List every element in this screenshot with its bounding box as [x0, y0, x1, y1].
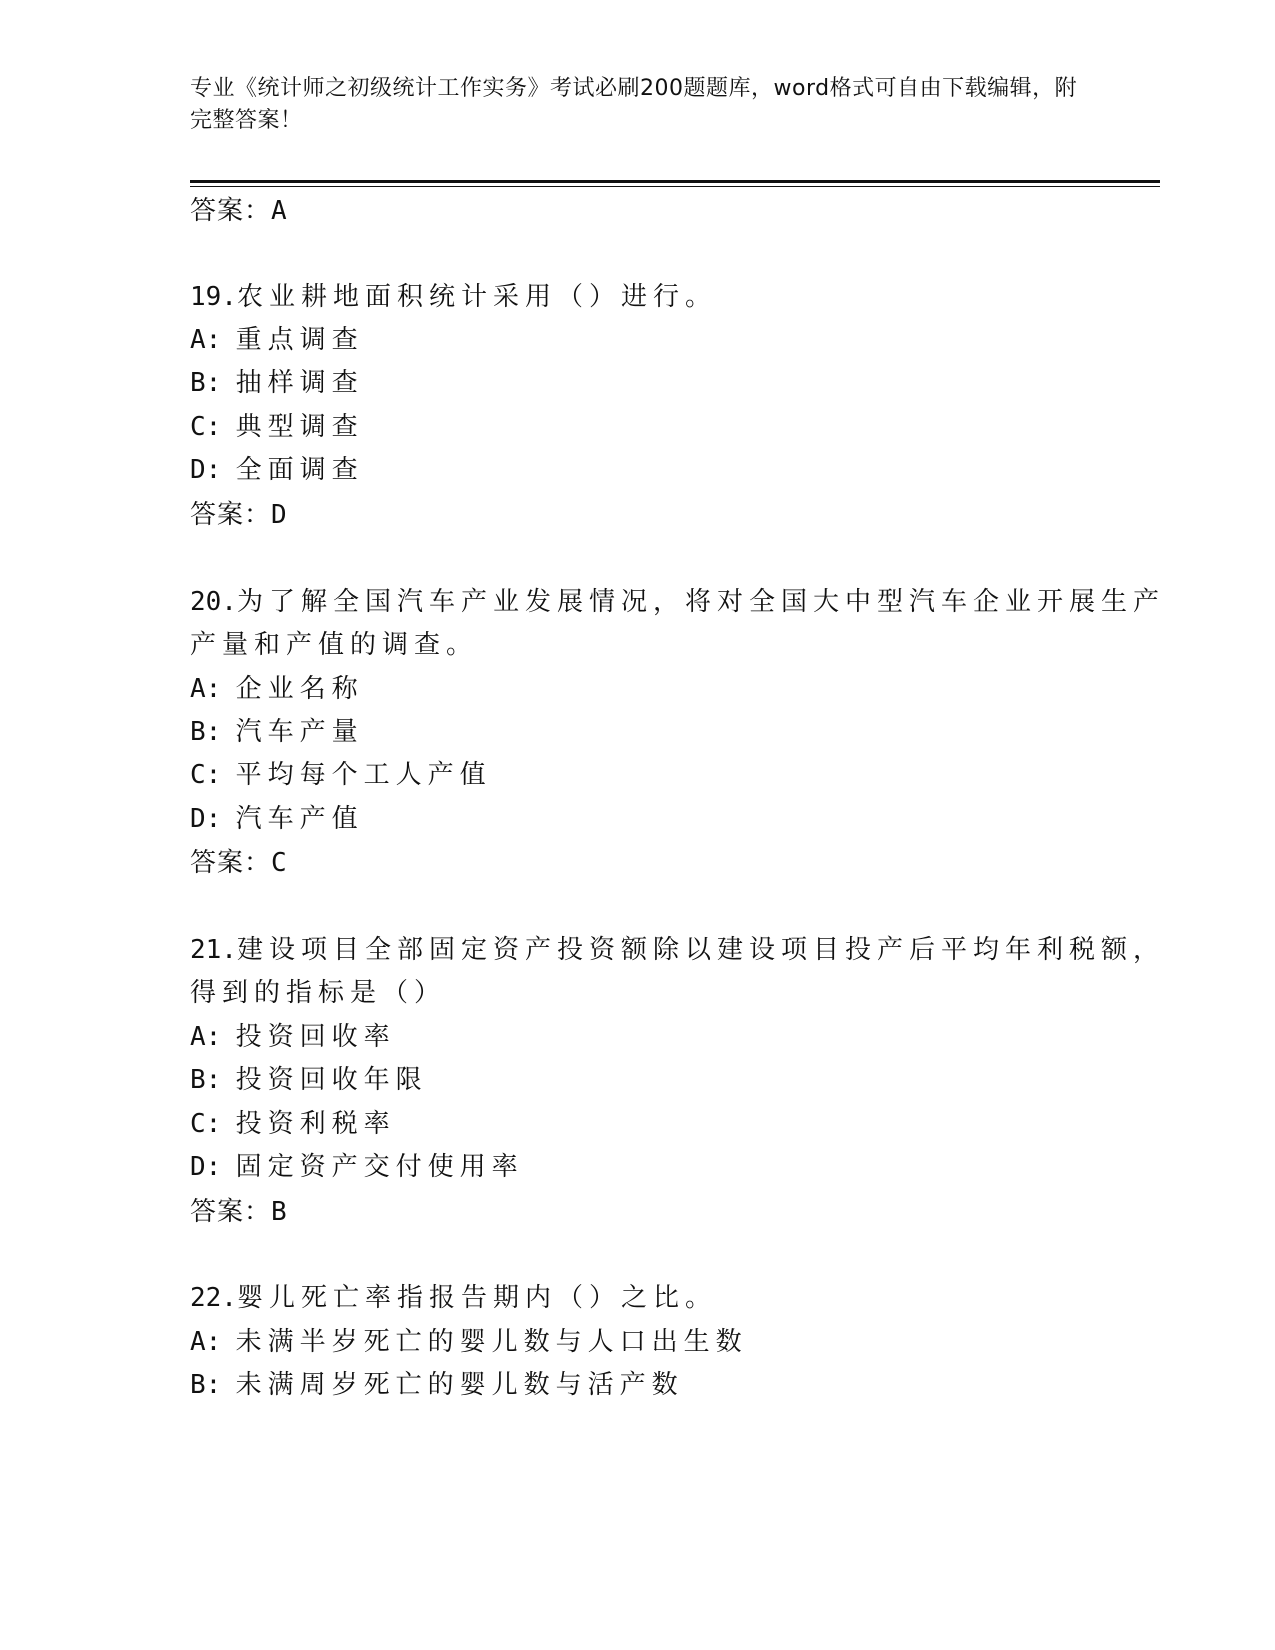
option-prefix: A: — [190, 1327, 222, 1357]
option-prefix: B: — [190, 1065, 222, 1095]
header-divider-thin — [190, 186, 1160, 187]
option-text: 投资回收年限 — [235, 1065, 428, 1095]
option-text: 汽车产值 — [235, 804, 364, 834]
option-text: 未满半岁死亡的婴儿数与人口出生数 — [235, 1327, 748, 1357]
answer-label: 答案： — [190, 196, 272, 226]
answer-19 — [190, 498, 288, 532]
option-text: 汽车产量 — [235, 717, 364, 747]
answer-18 — [190, 194, 288, 228]
option-prefix: D: — [190, 804, 222, 834]
header-divider-thick — [190, 180, 1160, 183]
option-prefix: D: — [190, 455, 222, 485]
question-20-option-c — [190, 758, 492, 792]
option-prefix: A: — [190, 1022, 222, 1052]
option-text: 全面调查 — [235, 455, 364, 485]
answer-label: 答案： — [190, 500, 272, 530]
option-prefix: C: — [190, 412, 222, 442]
option-prefix: B: — [190, 368, 222, 398]
question-text: 产量和产值的调查。 — [190, 630, 479, 660]
option-text: 抽样调查 — [235, 368, 364, 398]
document-header: 专业《统计师之初级统计工作实务》考试必刷200题题库，word格式可自由下载编辑，附完整答案！ — [190, 76, 1078, 133]
option-text: 典型调查 — [235, 412, 364, 442]
question-21-stem-line-2 — [190, 976, 446, 1010]
option-prefix: C: — [190, 760, 222, 790]
option-text: 平均每个工人产值 — [235, 760, 492, 790]
question-text: 农业耕地面积统计采用（）进行。 — [236, 282, 717, 312]
answer-21 — [190, 1195, 288, 1229]
question-20-stem-line-2 — [190, 628, 478, 662]
question-text: 婴儿死亡率指报告期内（）之比。 — [236, 1283, 717, 1313]
question-number: 21. — [190, 935, 237, 965]
question-number: 19. — [190, 282, 237, 312]
question-22-option-b — [190, 1368, 684, 1402]
question-21-option-b — [190, 1063, 428, 1097]
question-19-option-a — [190, 323, 364, 357]
question-text: 建设项目全部固定资产投资额除以建设项目投产后平均年利税额， — [236, 935, 1165, 965]
question-19-option-c — [190, 410, 364, 444]
option-text: 企业名称 — [235, 674, 364, 704]
question-19-stem — [190, 280, 717, 314]
question-text: 得到的指标是（） — [190, 978, 447, 1008]
question-21-option-c — [190, 1107, 396, 1141]
answer-value: D — [271, 500, 288, 530]
option-prefix: A: — [190, 325, 222, 355]
question-22-stem — [190, 1281, 717, 1315]
question-20-stem-line-1 — [190, 585, 1165, 619]
answer-value: B — [271, 1197, 288, 1227]
question-21-option-d — [190, 1150, 524, 1184]
option-text: 投资回收率 — [235, 1022, 396, 1052]
answer-value: C — [271, 848, 288, 878]
option-prefix: D: — [190, 1152, 222, 1182]
question-21-stem-line-1 — [190, 933, 1165, 967]
answer-value: A — [271, 196, 288, 226]
question-19-option-b — [190, 366, 364, 400]
question-22-option-a — [190, 1325, 748, 1359]
question-text: 为了解全国汽车产业发展情况，将对全国大中型汽车企业开展生产 — [236, 587, 1165, 617]
question-number: 20. — [190, 587, 237, 617]
question-20-option-d — [190, 802, 364, 836]
answer-20 — [190, 846, 288, 880]
option-text: 固定资产交付使用率 — [235, 1152, 524, 1182]
question-20-option-a — [190, 672, 364, 706]
option-text: 未满周岁死亡的婴儿数与活产数 — [235, 1370, 684, 1400]
option-prefix: A: — [190, 674, 222, 704]
question-21-option-a — [190, 1020, 396, 1054]
question-19-option-d — [190, 453, 364, 487]
question-20-option-b — [190, 715, 364, 749]
option-prefix: B: — [190, 1370, 222, 1400]
question-number: 22. — [190, 1283, 237, 1313]
answer-label: 答案： — [190, 1197, 272, 1227]
option-text: 投资利税率 — [235, 1109, 396, 1139]
option-text: 重点调查 — [235, 325, 364, 355]
option-prefix: C: — [190, 1109, 222, 1139]
answer-label: 答案： — [190, 848, 272, 878]
option-prefix: B: — [190, 717, 222, 747]
